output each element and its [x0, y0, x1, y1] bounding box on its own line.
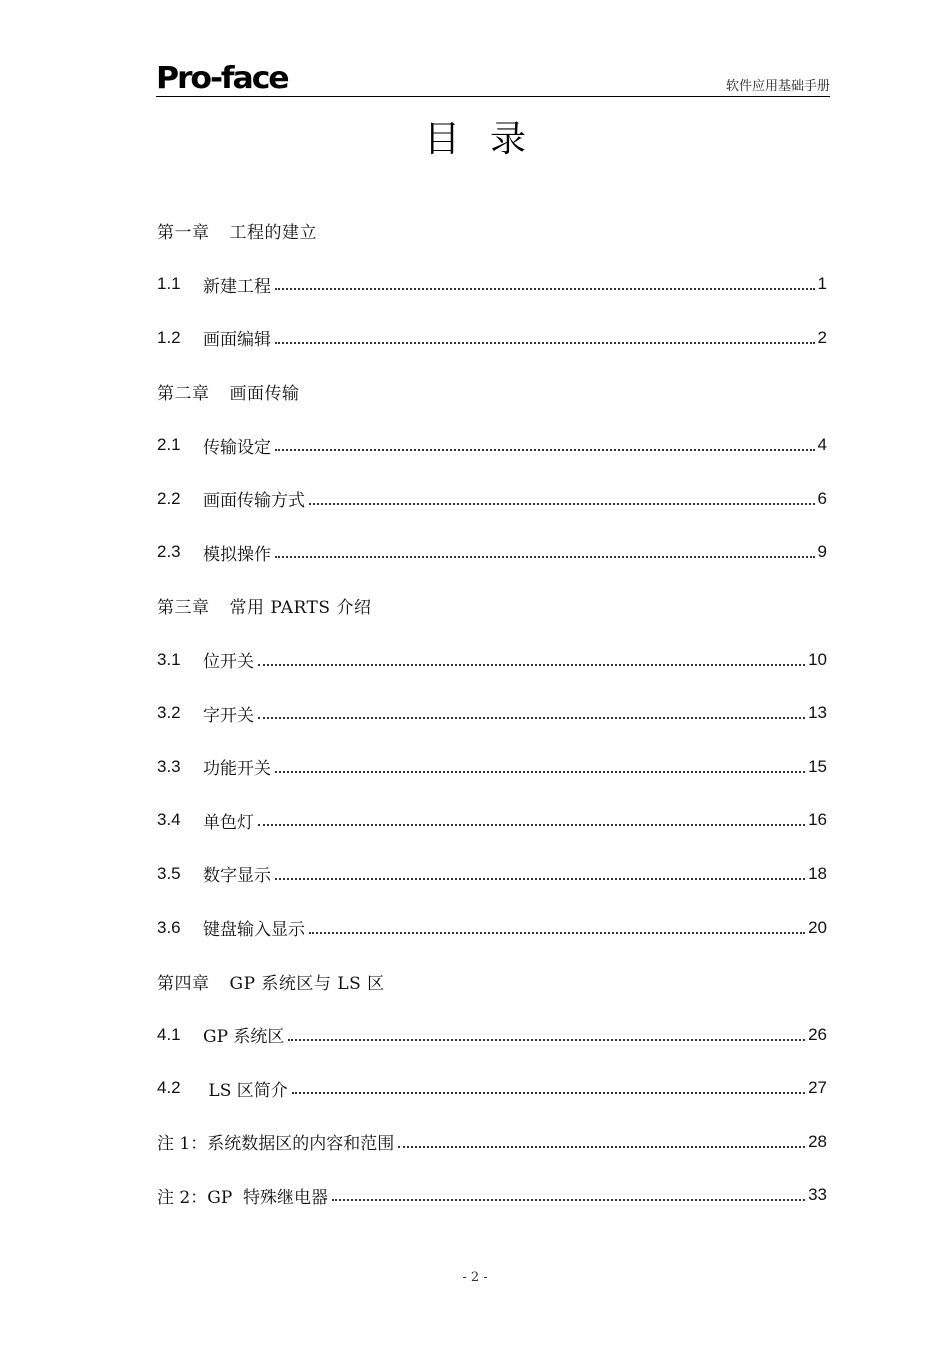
toc-entry[interactable]	[157, 633, 827, 687]
page-header	[156, 61, 830, 97]
proface-logo: Pro-face	[156, 61, 288, 96]
section-title: 画面编辑	[203, 330, 271, 351]
section-number: 3.4	[157, 810, 181, 830]
section-number: 2.2	[157, 488, 181, 508]
page-ref: 27	[808, 1078, 827, 1098]
toc-title: 目录	[423, 119, 556, 160]
section-title: 传输设定	[203, 437, 271, 458]
dot-leader	[309, 503, 815, 505]
page-ref: 28	[808, 1131, 827, 1151]
toc-entry[interactable]	[157, 1008, 827, 1062]
section-title: 新建工程	[203, 276, 271, 297]
chapter-number: 第一章	[157, 223, 210, 244]
page-ref: 20	[808, 917, 827, 937]
dot-leader	[275, 771, 805, 773]
toc-entry[interactable]	[157, 418, 827, 472]
section-number: 2.3	[157, 542, 181, 562]
section-title: 数字显示	[203, 866, 271, 887]
dot-leader	[398, 1146, 805, 1148]
dot-leader	[275, 556, 815, 558]
toc-chapter[interactable]	[157, 365, 827, 419]
section-title: LS 区简介	[203, 1080, 288, 1101]
section-number: 3.6	[157, 917, 181, 937]
page-ref: 1	[817, 274, 827, 294]
toc-entry[interactable]	[157, 847, 827, 901]
section-number: 3.5	[157, 863, 181, 883]
section-number: 2.1	[157, 435, 181, 455]
section-title: 位开关	[203, 652, 254, 673]
chapter-title: GP 系统区与 LS 区	[229, 973, 385, 994]
dot-leader	[275, 449, 815, 451]
section-number: 1.1	[157, 274, 181, 294]
page-ref: 4	[817, 435, 827, 455]
section-number: 3.1	[157, 649, 181, 669]
note-number: 注 1：	[157, 1134, 208, 1155]
section-title: 系统数据区的内容和范围	[207, 1134, 395, 1155]
dot-leader	[258, 664, 805, 666]
toc-entry[interactable]	[157, 1062, 827, 1116]
table-of-contents	[157, 204, 827, 1222]
toc-entry[interactable]	[157, 258, 827, 312]
toc-entry[interactable]	[157, 526, 827, 580]
section-number: 3.2	[157, 703, 181, 723]
toc-entry[interactable]	[157, 794, 827, 848]
dot-leader	[258, 717, 805, 719]
manual-name: 软件应用基础手册	[725, 79, 830, 94]
dot-leader	[288, 1039, 805, 1041]
dot-leader	[275, 342, 815, 344]
section-title: GP 系统区	[203, 1027, 285, 1048]
page-ref: 26	[808, 1024, 827, 1044]
section-number: 1.2	[157, 327, 181, 347]
dot-leader	[258, 824, 805, 826]
dot-leader	[275, 288, 815, 290]
section-title: 单色灯	[203, 812, 254, 833]
chapter-title: 工程的建立	[229, 223, 317, 244]
toc-note[interactable]	[157, 1169, 827, 1223]
section-title: 功能开关	[203, 759, 271, 780]
page-ref: 16	[808, 810, 827, 830]
section-title: 模拟操作	[203, 544, 271, 565]
toc-entry[interactable]	[157, 740, 827, 794]
toc-chapter[interactable]	[157, 579, 827, 633]
section-number: 4.2	[157, 1078, 181, 1098]
page-ref: 13	[808, 703, 827, 723]
chapter-title: 画面传输	[229, 384, 300, 405]
chapter-title: 常用 PARTS 介绍	[229, 598, 372, 619]
section-title: 键盘输入显示	[203, 920, 305, 941]
page-ref: 15	[808, 756, 827, 776]
dot-leader	[309, 932, 805, 934]
dot-leader	[275, 878, 805, 880]
section-title: 字开关	[203, 705, 254, 726]
note-number: 注 2：	[157, 1187, 208, 1208]
section-title: GP 特殊继电器	[207, 1187, 329, 1208]
toc-entry[interactable]	[157, 686, 827, 740]
chapter-number: 第三章	[157, 598, 210, 619]
section-number: 4.1	[157, 1024, 181, 1044]
dot-leader	[292, 1092, 805, 1094]
toc-chapter[interactable]	[157, 954, 827, 1008]
page-ref: 2	[817, 327, 827, 347]
toc-note[interactable]	[157, 1115, 827, 1169]
page-ref: 33	[808, 1185, 827, 1205]
toc-entry[interactable]	[157, 472, 827, 526]
chapter-number: 第二章	[157, 384, 210, 405]
page-ref: 10	[808, 649, 827, 669]
toc-entry[interactable]	[157, 311, 827, 365]
section-number: 3.3	[157, 756, 181, 776]
page-ref: 6	[817, 488, 827, 508]
dot-leader	[332, 1199, 805, 1201]
toc-entry[interactable]	[157, 901, 827, 955]
chapter-number: 第四章	[157, 973, 210, 994]
page-ref: 18	[808, 863, 827, 883]
page-ref: 9	[817, 542, 827, 562]
section-title: 画面传输方式	[203, 491, 305, 512]
page-number: - 2 -	[462, 1270, 488, 1285]
toc-chapter[interactable]	[157, 204, 827, 258]
